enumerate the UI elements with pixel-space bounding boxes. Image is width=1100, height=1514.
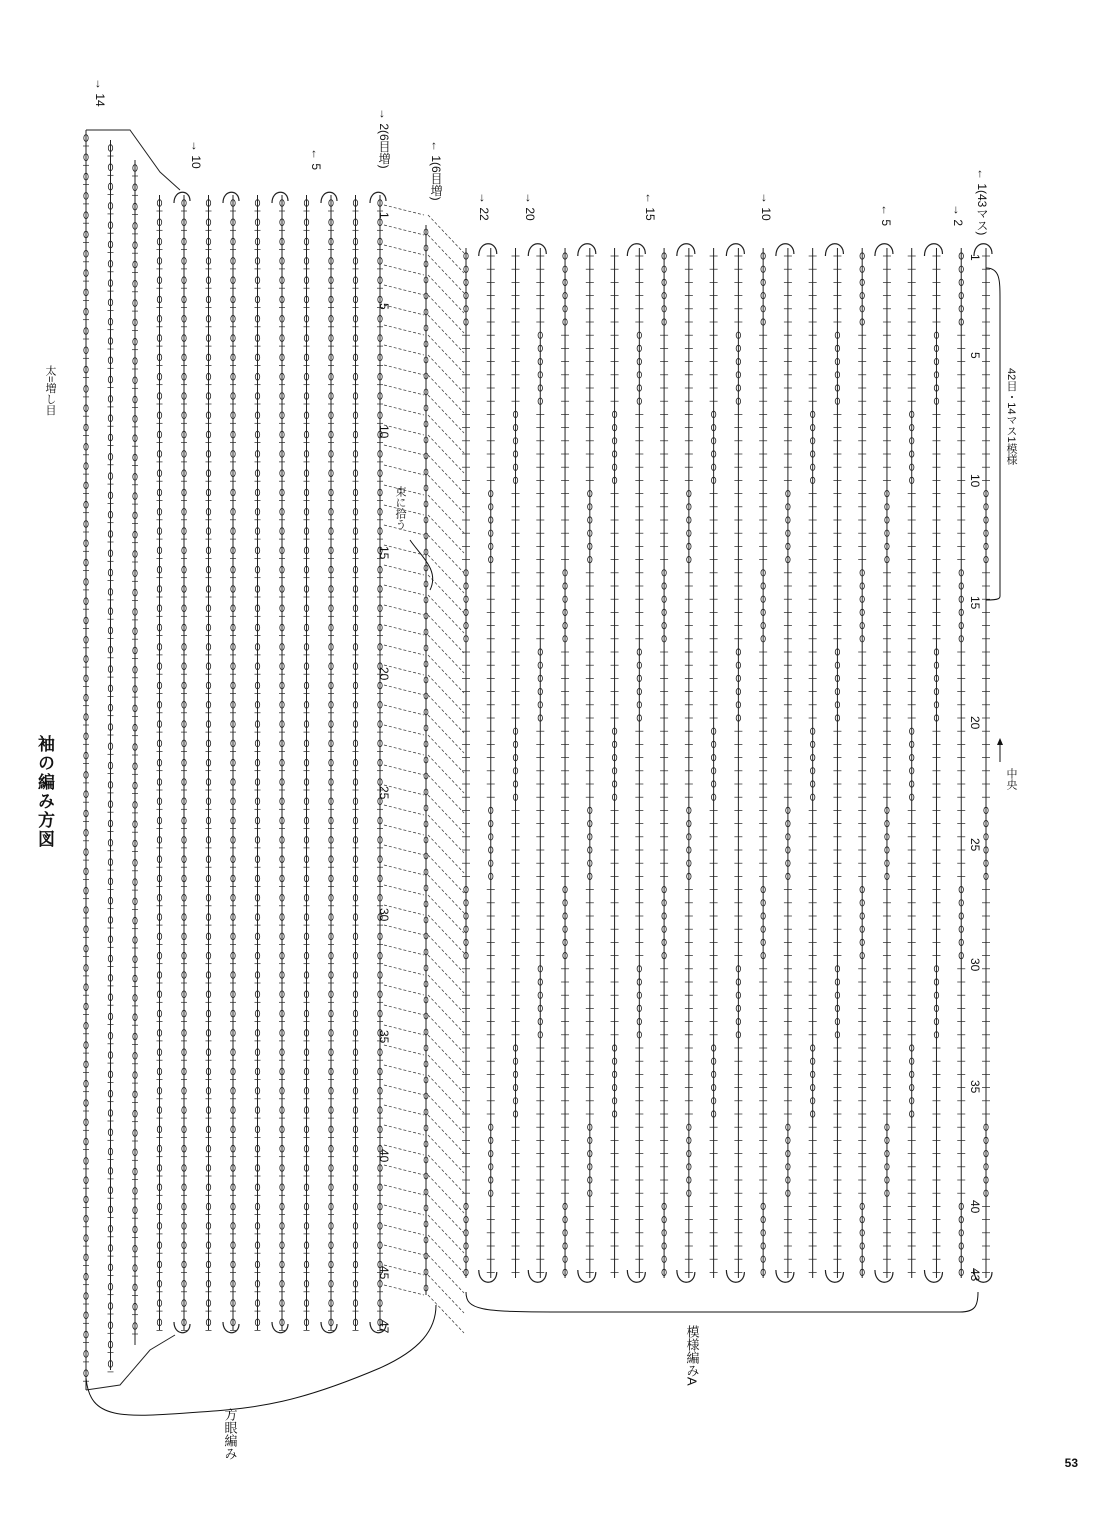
connector-dash [428,695,464,733]
connector-dash [428,535,464,573]
turning-chain [776,1270,794,1282]
connector-dash [384,1285,424,1295]
connector-dash [384,1085,424,1095]
connector-dash [428,395,464,433]
row-label: ← 5 [309,148,323,171]
row-label: ← 15 [643,192,657,221]
connector-dash [428,855,464,893]
connector-dash [428,735,464,773]
connector-dash [428,1055,464,1093]
connector-dash [384,825,424,835]
left-row-labels [93,78,391,170]
connector-dash [428,335,464,373]
connector-dash [428,895,464,933]
connector-dash [384,405,424,415]
connector-dash [428,595,464,633]
column-number: 10 [968,474,982,488]
connector-dash [384,1205,424,1215]
center-label: 中央 [1005,768,1017,790]
connector-dash [428,555,464,593]
turning-chain [479,1270,497,1282]
connector-dash [384,985,424,995]
connector-dash [384,805,424,815]
connector-dash [384,1245,424,1255]
turning-chain [578,244,596,256]
turning-chain [825,1270,843,1282]
column-number: 47 [377,1320,391,1334]
center-arrowhead [997,738,1003,745]
connector-dash [428,275,464,313]
connector-dash [428,295,464,333]
connector-dash [428,875,464,913]
connector-dash [384,325,424,335]
connector-dash [428,495,464,533]
connector-dash [428,835,464,873]
column-number: 35 [968,1080,982,1094]
mesh-grid [83,130,386,1390]
connector-dash [428,815,464,853]
connector-dash [384,945,424,955]
row-label: → 10 [189,140,203,169]
right-column-numbers [968,254,982,1282]
mesh-label: 方眼編み [222,1408,238,1460]
right-row-labels [429,140,989,235]
turning-chain [924,244,942,256]
column-number: 35 [377,1030,391,1044]
turning-chain [924,1270,942,1282]
connector-dash [428,1015,464,1053]
page-title: 袖の編み方図 [35,735,54,849]
turning-chain [528,1270,546,1282]
connector-dash [428,1095,464,1133]
turning-chain [627,1270,645,1282]
turning-chain [578,1270,596,1282]
column-number: 45 [377,1266,391,1280]
row-label: → 2 [951,204,965,227]
connector-dash [384,225,424,235]
connector-dash [428,1235,464,1273]
connector-dash [428,575,464,613]
connector-dash [384,285,424,295]
connector-dash [384,1165,424,1175]
connector-dash [428,415,464,453]
connector-dash [384,565,424,575]
connector-dash [428,1175,464,1213]
connector-dash [384,1005,424,1015]
connector-dash [384,765,424,775]
connector-dash [384,365,424,375]
pattern-a-label: 模様編みA [684,1325,700,1386]
repeat-brace [986,268,1000,600]
turning-chain [825,244,843,256]
pick-up-leader [410,540,433,590]
connector-dash [428,1275,464,1313]
connector-dash [384,685,424,695]
column-number: 15 [968,596,982,610]
connector-dash [384,725,424,735]
connector-dash [384,845,424,855]
connector-dash [384,245,424,255]
connector-dash [428,455,464,493]
column-number: 25 [968,838,982,852]
connector-dash [428,1135,464,1173]
connector-dash [428,635,464,673]
turning-chain [528,244,546,256]
shaping-edge [86,1335,175,1390]
connector-dash [384,605,424,615]
turning-chain [677,1270,695,1282]
column-number: 40 [377,1149,391,1163]
connector-dash [428,1155,464,1193]
column-number: 1 [968,254,982,261]
connector-dash [428,1035,464,1073]
pattern-a-brace [466,1292,978,1312]
connector-dash [428,975,464,1013]
row-label: ← 1(43マス) [975,168,989,236]
turning-chain [875,1270,893,1282]
connector-dash [384,705,424,715]
column-number: 40 [968,1200,982,1214]
column-number: 30 [377,908,391,922]
connector-dash [384,865,424,875]
connector-dash [384,745,424,755]
row-label: ← 5 [879,204,893,227]
connector-dash [428,475,464,513]
column-number: 5 [968,352,982,359]
connector-dash [428,915,464,953]
turning-chain [677,244,695,256]
connector-dash [428,655,464,693]
shaping-edge [86,130,180,190]
connector-dash [428,715,464,753]
turning-chain [479,244,497,256]
column-number: 25 [377,786,391,800]
connector-dash [428,1195,464,1233]
connector-dash [384,1045,424,1055]
column-number: 10 [377,425,391,439]
column-number: 43 [968,1268,982,1282]
connector-dash [384,1105,424,1115]
column-number: 20 [377,667,391,681]
connector-dash [428,1215,464,1253]
column-number: 15 [377,546,391,560]
connector-dash [428,935,464,973]
connector-dash [428,375,464,413]
row-label: ← 1(6目増) [429,140,443,201]
connector-dash [384,1125,424,1135]
connector-dash [384,585,424,595]
pattern-a-grid [424,225,992,1295]
legend-note: 太=増し目 [44,365,56,416]
connector-dash [428,795,464,833]
connector-dash [428,355,464,393]
connector-dash [384,265,424,275]
connector-dash [428,215,464,253]
column-number: 1 [377,212,391,219]
row-label: → 14 [93,78,107,107]
connector-dash [428,995,464,1033]
page-number: 53 [1064,1456,1078,1470]
row-label: → 22 [477,192,491,221]
connector-dash [428,675,464,713]
connector-dash [428,1075,464,1113]
column-number: 30 [968,958,982,972]
connector-dash [428,435,464,473]
turning-chain [726,244,744,256]
column-number: 20 [968,716,982,730]
connector-dash [384,885,424,895]
connector-dash [428,255,464,293]
turning-chain [875,244,893,256]
connector-dash [384,925,424,935]
turning-chain [776,244,794,256]
connector-dash [428,775,464,813]
connector-dash [428,955,464,993]
connector-dash [428,755,464,793]
connector-dash [384,385,424,395]
row-label: → 10 [759,192,773,221]
connector-dash [428,1255,464,1293]
repeat-label: 42目・14マス1模様 [1005,368,1017,465]
connector-dash [384,445,424,455]
pick-up-label: 束に拾う [394,486,406,530]
column-number: 5 [377,303,391,310]
connector-dash [384,465,424,475]
connector-dash [428,315,464,353]
connector-dash [384,1225,424,1235]
turning-chain [627,244,645,256]
row-label: → 2(6目増) [377,108,391,169]
connector-dash [384,345,424,355]
turning-chain [726,1270,744,1282]
connector-dash [428,1295,464,1333]
connector-dash [428,515,464,553]
connector-dash [384,645,424,655]
row-label: → 20 [523,192,537,221]
connector-dash [384,625,424,635]
connector-dash [428,235,464,273]
connector-dash [384,1065,424,1075]
connector-dash [384,965,424,975]
connector-dash [428,615,464,653]
connector-dash [428,1115,464,1153]
connector-dash [384,1185,424,1195]
